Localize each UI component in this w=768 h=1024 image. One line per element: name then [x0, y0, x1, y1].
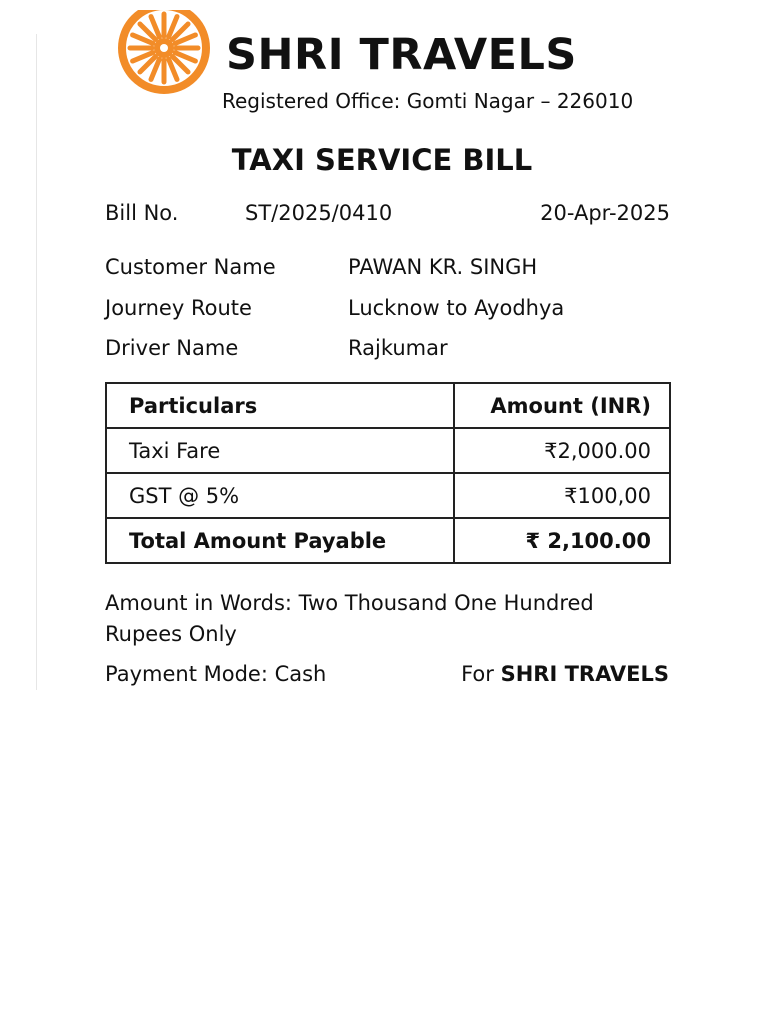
bill-title: TAXI SERVICE BILL [231, 143, 533, 177]
signatory-company: SHRI TRAVELS [500, 662, 669, 686]
for-label: For [461, 662, 494, 686]
total-label-cell: Total Amount Payable [106, 518, 454, 563]
charges-table [105, 382, 671, 564]
table-row [106, 473, 670, 518]
registered-office: Registered Office: Gomti Nagar – 226010 [222, 89, 634, 113]
particular-cell: GST @ 5% [106, 473, 454, 518]
bill-number-label: Bill No. [105, 201, 179, 225]
driver-name-label: Driver Name [105, 336, 239, 360]
table-header-row [106, 383, 670, 428]
amount-cell: ₹100,00 [454, 473, 670, 518]
customer-name: PAWAN KR. SINGH [348, 255, 538, 279]
customer-name-label: Customer Name [105, 255, 276, 279]
table-row [106, 428, 670, 473]
journey-route-label: Journey Route [105, 296, 252, 320]
bill-date: 20-Apr-2025 [540, 201, 670, 225]
particulars-header: Particulars [106, 383, 454, 428]
amount-in-words: Amount in Words: Two Thousand One Hundred Rupees Only [105, 591, 594, 646]
signatory-line [420, 659, 669, 689]
company-name: SHRI TRAVELS [226, 30, 577, 80]
amount-header: Amount (INR) [454, 383, 670, 428]
amount-cell: ₹2,000.00 [454, 428, 670, 473]
particular-cell: Taxi Fare [106, 428, 454, 473]
total-amount-cell: ₹ 2,100.00 [454, 518, 670, 563]
payment-mode: Payment Mode: Cash [105, 662, 327, 686]
bill-number: ST/2025/0410 [245, 201, 393, 225]
journey-route: Lucknow to Ayodhya [348, 296, 565, 320]
driver-name: Rajkumar [348, 336, 448, 360]
sun-wheel-icon [116, 10, 212, 102]
total-row [106, 518, 670, 563]
page-edge-line [36, 34, 37, 690]
